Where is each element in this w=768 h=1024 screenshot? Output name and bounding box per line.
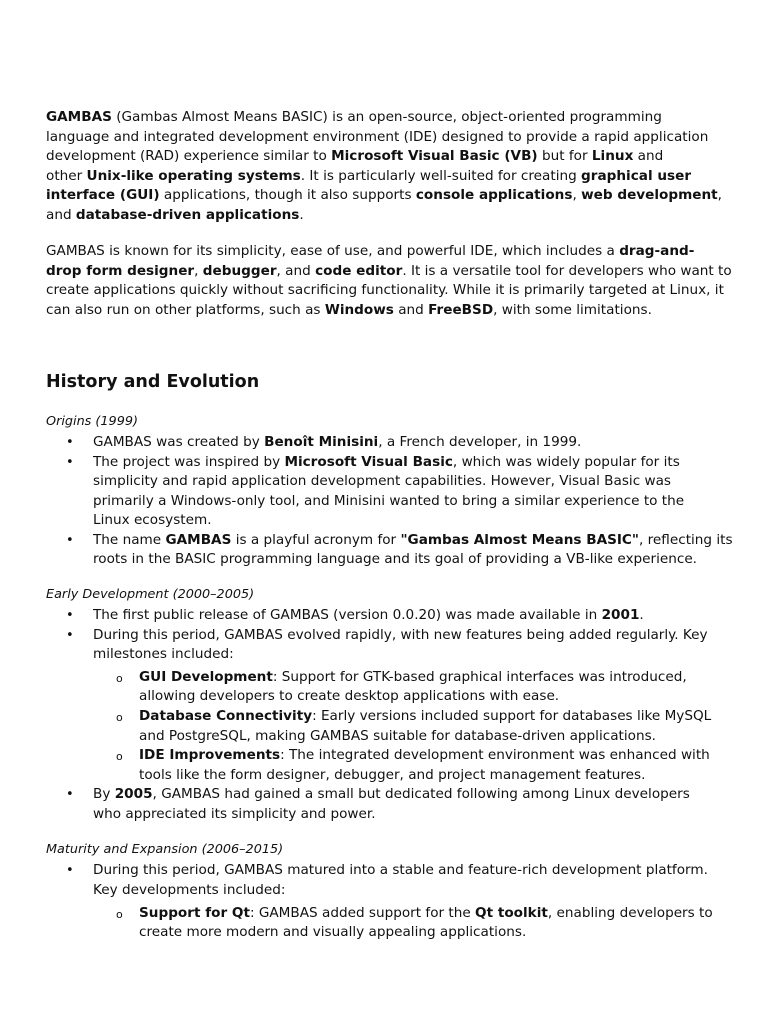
text-line: other Unix-like operating systems. It is particularly well-suited for creating graphical user (46, 167, 692, 184)
sub-bullet: o (116, 908, 123, 921)
bullet: • (66, 787, 74, 802)
text-line: GAMBAS (Gambas Almost Means BASIC) is an open-source, object-oriented programming (46, 109, 662, 125)
subsection-title: Maturity and Expansion (2006–2015) (46, 842, 284, 857)
text-line: can also run on other platforms, such as Windows and FreeBSD, with some limitations. (46, 301, 652, 318)
document-page: GAMBAS (Gambas Almost Means BASIC) is an open-source, object-oriented programming language and integrated development environment (IDE) designed to provide a rapid application development (RAD) experience similar to Microsoft Visual Basic (VB) but for Linux and other Unix-like operating systems. It is particularly well-suited for creating graphical user interface (GUI) applications, though it also supports console applications, web development, and database-driven applications. GAMBAS is known for its simplicity, ease of use, and powerful IDE, which includes a drag-and- drop form designer, debugger, and code editor. It is a versatile tool for developers who want to create applications quickly without sacrificing functionality. While it is primarily targeted at Linux, it can also run on other platforms, such as Windows and FreeBSD, with some limitations. History and Evolution Origins (1999) • GAMBAS was created by Benoît Minisini, a French developer, in 1999. • The project was inspired by Microsoft Visual Basic, which was widely popular for its simplicity and rapid application development capabilities. However, Visual Basic was primarily a Windows-only tool, and Minisini wanted to bring a similar experience to the Linux ecosystem. • The name GAMBAS is a playful acronym for "Gambas Almost Means BASIC", reflecting its roots in the BASIC programming language and its goal of providing a VB-like experience. Early Development (2000–2005) • The first public release of GAMBAS (version 0.0.20) was made available in 2001. • During this period, GAMBAS evolved rapidly, with new features being added regularly. Key milestones included: o GUI Development: Support for GTK-based graphical interfaces was introduced, allowing developers to create desktop applications with ease. o Database Connectivity: Early versions included support for databases like MySQL and PostgreSQL, making GAMBAS suitable for database-driven applications. o IDE Improvements: The integrated development environment was enhanced with tools like the form designer, debugger, and project management features. • By 2005, GAMBAS had gained a small but dedicated following among Linux developers who appreciated its simplicity and power. Maturity and Expansion (2006–2015) • During this period, GAMBAS matured into a stable and feature-rich development platform. Key developments included: o Support for Qt: GAMBAS added support for the Qt toolkit, enabling developers to create more modern and visually appealing applications. (46, 109, 733, 940)
text-line: create applications quickly without sacrificing functionality. While it is primarily targeted at Linux, it (46, 282, 724, 298)
bullet: • (66, 863, 74, 878)
subsection-title: Early Development (2000–2005) (46, 587, 255, 602)
text-line: language and integrated development environment (IDE) designed to provide a rapid application (46, 128, 709, 145)
section-heading: History and Evolution (46, 372, 260, 392)
subsection-title: Origins (1999) (46, 414, 138, 429)
text-line: drop form designer, debugger, and code editor. It is a versatile tool for developers who want to (46, 262, 732, 279)
bullet: • (66, 454, 74, 470)
bullet: • (66, 435, 74, 450)
bullet: • (66, 532, 74, 548)
text-line: development (RAD) experience similar to Microsoft Visual Basic (VB) but for Linux and (46, 148, 664, 164)
sub-bullet: o (116, 750, 123, 763)
bullet: • (66, 608, 74, 623)
text-line: GAMBAS is known for its simplicity, ease of use, and powerful IDE, which includes a drag-and- (46, 243, 695, 259)
text-line: and database-driven applications. (46, 206, 304, 223)
text-line: interface (GUI) applications, though it also supports console applications, web development, (46, 187, 722, 203)
sub-bullet: o (116, 711, 123, 724)
sub-bullet: o (116, 672, 123, 685)
term-gambas: GAMBAS (46, 109, 112, 125)
bullet: • (66, 627, 74, 643)
